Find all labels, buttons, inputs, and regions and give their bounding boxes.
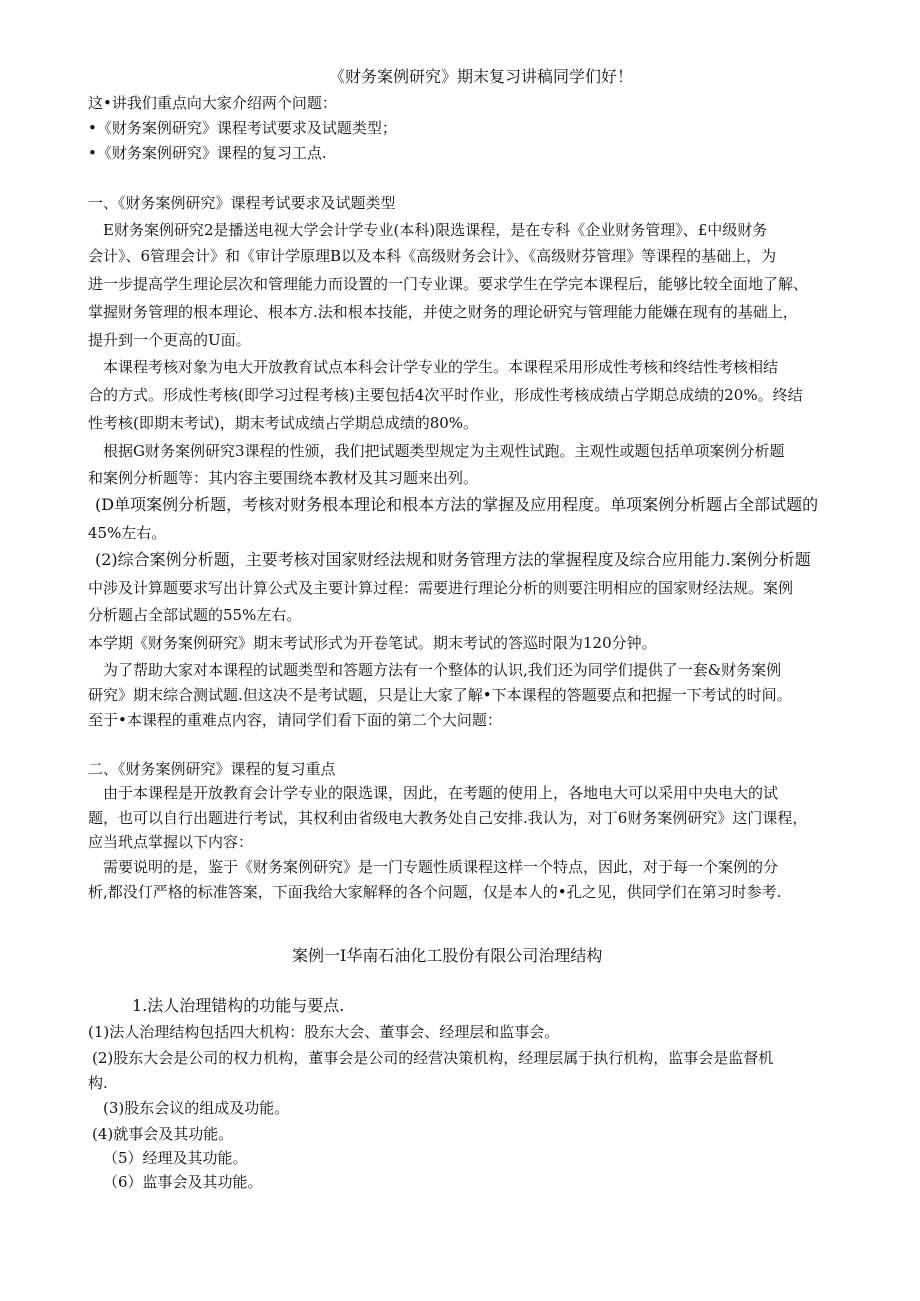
section1-p3-line: 根据G财务案例研究3课程的性颁，我们把试题类型规定为主观性试跑。主观性或题包括单项案例分析题 (103, 442, 785, 460)
section1-p7-line: 至于•本课程的重难点内容，请同学们看下面的第二个大问题： (88, 711, 502, 729)
section1-p2-line: 性考核(即期末考试)，期末考试成绩占学期总成绩的80%。 (88, 414, 479, 432)
section1-p1-line: 提升到一个更高的U面。 (88, 331, 251, 349)
section1-p5-line: 分析题占全部试题的55%左右。 (88, 606, 302, 624)
section1-p1-line: 会计》、6管理会计》和《审计学原理B以及本科《高级财务会计》、《高级财芬管理》等课程的基础上，为 (88, 247, 777, 265)
bullet-item-2: •《财务案例研究》课程的复习工点. (88, 144, 327, 162)
section1-p1-line: 掌握财务管理的根本理论、根本方.法和根本技能，并使之财务的理论研究与管理能力能嫌在现有的基础上， (88, 303, 798, 321)
intro-line: 这•讲我们重点向大家介绍两个问题： (88, 94, 337, 112)
section1-p4-line: (D单项案例分析题，考核对财务根本理论和根本方法的掌握及应用程度。单项案例分析题占全部试题的 (95, 495, 819, 514)
case1-item: (4)就事会及其功能。 (92, 1125, 234, 1143)
case1-item: 构. (88, 1074, 108, 1092)
section1-p1-line: E财务案例研究2是播送电视大学会计学专业(本科)限选课程，是在专科《企业财务管理》、£中级财务 (103, 221, 768, 239)
bullet-item-1: •《财务案例研究》课程考试要求及试题类型； (88, 119, 397, 137)
section1-p6: 本学期《财务案例研究》期末考试形式为开卷笔试。期末考试的答巡时限为120分钟。 (88, 634, 657, 652)
case1-item: (3)股东会议的组成及功能。 (103, 1099, 290, 1117)
section1-p3-line: 和案例分析题等：其内容主要围绕本教材及其习题来出列。 (88, 469, 479, 487)
section1-p2-line: 本课程考核对象为电大开放教育试点本科会计学专业的学生。本课程采用形成性考核和终结性考核相结 (103, 358, 779, 376)
section1-p7-line: 为了帮助大家对本课程的试题类型和答题方法有一个整体的认识,我们还为同学们提供了一套&财务案例 (103, 661, 782, 679)
section1-p5-line: (2)综合案例分析题，主要考核对国家财经法规和财务管理方法的掌握程度及综合应用能力.案例分析题 (95, 550, 811, 569)
case1-point1: 1.法人治理错构的功能与要点. (132, 996, 345, 1015)
section1-p5-line: 中涉及计算题要求写出计算公式及主要计算过程：需要进行理论分析的则要注明相应的国家财经法规。案例 (88, 579, 794, 597)
case1-item: (1)法人治理结构包括四大机构：股东大会、董事会、经理层和监事会。 (88, 1023, 560, 1041)
section1-p7-line: 研究》期末综合测试题.但这决不是考试题，只是让大家了解•下本课程的答题要点和把握一下考试的时间。 (88, 686, 792, 704)
section1-heading: 一、《财务案例研究》课程考试要求及试题类型 (88, 194, 396, 212)
case1-item: （5）经理及其功能。 (103, 1149, 248, 1167)
section2-p2-line: 析,都没仃严格的标准答案，下面我给大家解释的各个问题，仅是本人的•孔之见，供同学们在第习时参考. (88, 883, 782, 901)
case1-title: 案例一I华南石油化工股份有限公司治理结构 (292, 946, 603, 965)
section2-p1-line: 题，也可以自行出题进行考试，其权利由省级电大教务处自己安排.我认为，对丁6财务案例研究》这门课程， (88, 809, 808, 827)
case1-item: （6）监事会及其功能。 (103, 1173, 263, 1191)
case1-item: (2)股东大会是公司的权力机构，董事会是公司的经营决策机构，经理层属于执行机构，监事会是监督机 (92, 1049, 774, 1067)
document-title: 《财务案例研究》期末复习讲稿同学们好！ (329, 67, 634, 86)
section2-p1-line: 应当玳点掌握以下内容： (88, 833, 254, 851)
section2-heading: 二、《财务案例研究》课程的复习重点 (88, 760, 336, 778)
section1-p4-line: 45%左右。 (88, 524, 167, 542)
section2-p1-line: 由于本课程是开放教育会计学专业的限选课，因此，在考题的使用上，各地电大可以采用中央电大的试 (103, 784, 779, 802)
section1-p1-line: 进一步提高学生理论层次和管理能力而设置的一门专业课。要求学生在学完本课程后，能够比较全面地了解、 (88, 275, 809, 293)
section2-p2-line: 需要说明的是，鉴于《财务案例研究》是一门专题性质课程这样一个特点，因此，对于每一个案例的分 (103, 858, 779, 876)
section1-p2-line: 合的方式。形成性考核(即学习过程考核)主要包括4次平时作业，形成性考核成绩占学期总成绩的20%。终结 (88, 386, 803, 404)
